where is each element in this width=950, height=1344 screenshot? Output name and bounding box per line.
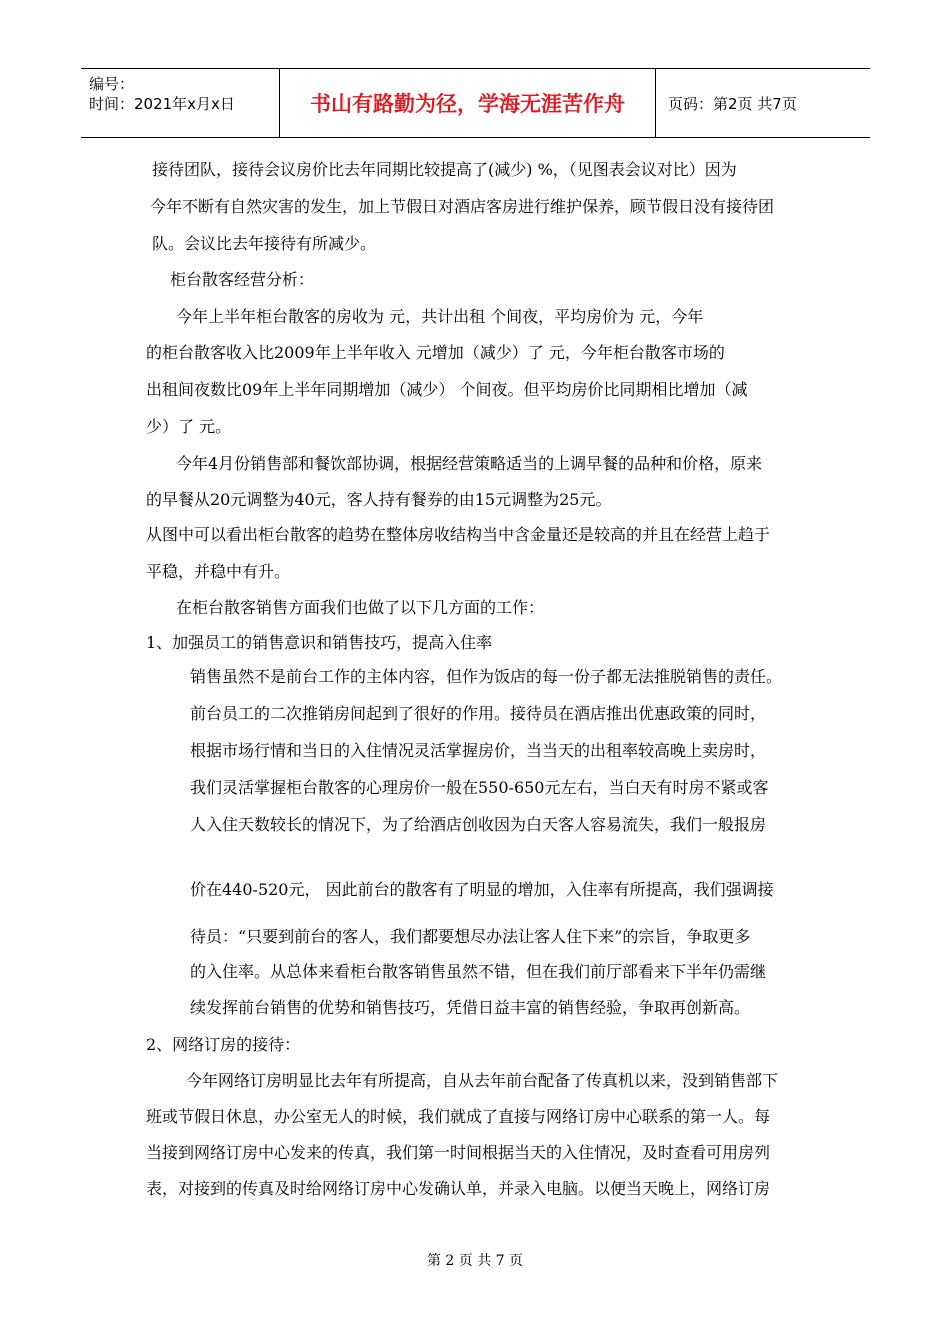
- body-line: 队。会议比去年接待有所减少。: [152, 234, 377, 253]
- body-line: 今年4月份销售部和餐饮部协调，根据经营策略适当的上调早餐的品种和价格，原来: [176, 454, 763, 473]
- header-page-info: 页码：第2页 共7页: [668, 94, 797, 113]
- page-header: [81, 68, 870, 138]
- body-line: 根据市场行情和当日的入住情况灵活掌握房价，当当天的出租率较高晚上卖房时，: [190, 741, 767, 760]
- body-line: 前台员工的二次推销房间起到了很好的作用。接待员在酒店推出优惠政策的同时，: [190, 704, 767, 723]
- body-line: 从图中可以看出柜台散客的趋势在整体房收结构当中含金量还是较高的并且在经营上趋于: [146, 525, 771, 544]
- page-footer: 第 2 页 共 7 页: [426, 1253, 524, 1269]
- body-line: 在柜台散客销售方面我们也做了以下几方面的工作：: [176, 598, 545, 617]
- body-line: 的早餐从20元调整为40元，客人持有餐券的由15元调整为25元。: [146, 490, 612, 509]
- body-line: 价在440-520元， 因此前台的散客有了明显的增加，入住率有所提高，我们强调接: [190, 880, 774, 899]
- body-line: 今年上半年柜台散客的房收为 元，共计出租 个间夜，平均房价为 元，今年: [176, 307, 704, 326]
- body-line: 当接到网络订房中心发来的传真，我们第一时间根据当天的入住情况，及时查看可用房列: [146, 1143, 771, 1162]
- body-line: 的柜台散客收入比2009年上半年收入 元增加（减少）了 元，今年柜台散客市场的: [146, 343, 725, 362]
- document-time-label: 时间：2021年x月x日: [89, 95, 235, 113]
- body-line: 平稳，并稳中有升。: [146, 562, 291, 581]
- list-heading: 1、加强员工的销售意识和销售技巧，提高入住率: [146, 633, 493, 652]
- section-heading: 柜台散客经营分析：: [170, 270, 315, 289]
- body-line: 待员：“只要到前台的客人，我们都要想尽办法让客人住下来”的宗旨，争取更多: [190, 927, 751, 946]
- document-number-label: 编号：: [89, 75, 135, 93]
- body-line: 今年网络订房明显比去年有所提高，自从去年前台配备了传真机以来，没到销售部下: [186, 1071, 779, 1090]
- body-line: 续发挥前台销售的优势和销售技巧，凭借日益丰富的销售经验，争取再创新高。: [190, 998, 751, 1017]
- body-line: 我们灵活掌握柜台散客的心理房价一般在550-650元左右，当白天有时房不紧或客: [190, 778, 769, 797]
- body-line: 少）了 元。: [146, 417, 232, 436]
- body-line: 表，对接到的传真及时给网络订房中心发确认单，并录入电脑。以便当天晚上，网络订房: [146, 1179, 771, 1198]
- body-line: 出租间夜数比09年上半年同期增加（减少） 个间夜。但平均房价比同期相比增加（减: [146, 380, 748, 399]
- body-line: 的入住率。从总体来看柜台散客销售虽然不错，但在我们前厅部看来下半年仍需继: [190, 962, 767, 981]
- header-motto: 书山有路勤为径，学海无涯苦作舟: [280, 69, 656, 137]
- header-meta: [81, 69, 280, 137]
- body-line: 人入住天数较长的情况下，为了给酒店创收因为白天客人容易流失，我们一般报房: [190, 815, 767, 834]
- body-line: 班或节假日休息，办公室无人的时候，我们就成了直接与网络订房中心联系的第一人。每: [146, 1107, 771, 1126]
- body-line: 今年不断有自然灾害的发生，加上节假日对酒店客房进行维护保养，顾节假日没有接待团: [150, 197, 775, 216]
- body-line: 销售虽然不是前台工作的主体内容，但作为饭店的每一份子都无法推脱销售的责任。: [190, 667, 783, 686]
- body-line: 接待团队，接待会议房价比去年同期比较提高了(减少) %，（见图表会议对比）因为: [152, 160, 737, 179]
- list-heading: 2、网络订房的接待：: [146, 1035, 301, 1054]
